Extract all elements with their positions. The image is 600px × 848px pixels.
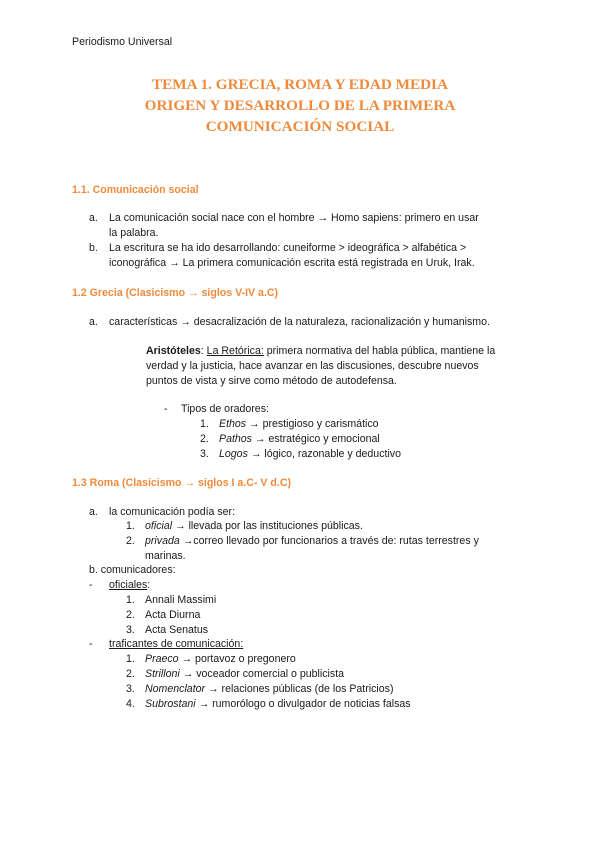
traficante-praeco: Praeco → portavoz o pregonero xyxy=(145,653,296,665)
oficiales-label: oficiales: xyxy=(109,579,151,591)
oradores-label: Tipos de oradores: xyxy=(181,403,269,415)
title-line-3: COMUNICACIÓN SOCIAL xyxy=(205,118,395,135)
comunicacion-privada-line2: marinas. xyxy=(145,550,186,562)
title-line-2: ORIGEN Y DESARROLLO DE LA PRIMERA xyxy=(144,97,456,114)
orador-item-ethos: Ethos → prestigioso y carismático xyxy=(219,418,379,430)
s13-b-text: b. comunicadores: xyxy=(89,564,176,576)
s13-a-text: la comunicación podía ser: xyxy=(109,506,236,518)
list-marker-b: b. xyxy=(89,242,98,254)
comunicacion-oficial: oficial → llevada por las instituciones públicas. xyxy=(145,520,363,532)
s11-a-line1: La comunicación social nace con el hombre → Homo sapiens: primero en usar xyxy=(109,212,479,224)
aristoteles-line3: puntos de vista y sirve como método de autodefensa. xyxy=(146,375,397,387)
traficantes-label: traficantes de comunicación: xyxy=(109,638,244,650)
oradores-num-3: 3. xyxy=(200,448,209,460)
dash-marker: - xyxy=(89,638,93,650)
traficantes-num-2: 2. xyxy=(126,668,135,680)
traficantes-num-1: 1. xyxy=(126,653,135,665)
dash-marker: - xyxy=(164,403,168,415)
oficiales-num-3: 3. xyxy=(126,624,135,636)
oficial-item-3: Acta Senatus xyxy=(145,624,209,636)
section-heading-1-3: 1.3 Roma (Clasicismo → siglos I a.C- V d.C) xyxy=(72,477,291,489)
section-heading-1-1: 1.1. Comunicación social xyxy=(72,184,199,196)
traficantes-num-3: 3. xyxy=(126,683,135,695)
s12-a-text: características → desacralización de la naturaleza, racionalización y humanismo. xyxy=(109,316,490,328)
orador-item-pathos: Pathos → estratégico y emocional xyxy=(219,433,380,445)
oradores-num-1: 1. xyxy=(200,418,209,430)
aristoteles-line1 xyxy=(146,345,495,357)
s11-b-line2: iconográfica → La primera comunicación escrita está registrada en Uruk, Irak. xyxy=(109,257,475,269)
traficante-strilloni: Strilloni → voceador comercial o publicista xyxy=(145,668,345,680)
list-marker-a: a. xyxy=(89,316,98,328)
aristoteles-line2: verdad y la justicia, hace avanzar en las discusiones, descubre nuevos xyxy=(146,360,479,372)
oficiales-num-1: 1. xyxy=(126,594,135,606)
aristoteles-name: Aristóteles xyxy=(146,345,201,357)
aristoteles-line1-rest: primera normativa del habla pública, mantiene la xyxy=(263,345,496,357)
list-marker-a: a. xyxy=(89,212,98,224)
s11-b-line1: La escritura se ha ido desarrollando: cuneiforme > ideográfica > alfabética > xyxy=(109,242,467,254)
oradores-num-2: 2. xyxy=(200,433,209,445)
roma-num-2: 2. xyxy=(126,535,135,547)
dash-marker: - xyxy=(89,579,93,591)
aristoteles-colon: : xyxy=(200,345,204,357)
orador-item-logos: Logos → lógico, razonable y deductivo xyxy=(219,448,401,460)
section-heading-1-2: 1.2 Grecia (Clasicismo → siglos V-IV a.C) xyxy=(72,287,279,299)
traficante-subrostani: Subrostani → rumorólogo o divulgador de noticias falsas xyxy=(145,698,411,710)
document-header: Periodismo Universal xyxy=(72,36,173,48)
traficante-nomenclator: Nomenclator → relaciones públicas (de los Patricios) xyxy=(145,683,394,695)
comunicacion-privada: privada →correo llevado por funcionarios a través de: rutas terrestres y xyxy=(145,535,479,547)
la-retorica: La Retórica: xyxy=(206,345,264,357)
list-marker-a: a. xyxy=(89,506,98,518)
oficiales-num-2: 2. xyxy=(126,609,135,621)
roma-num-1: 1. xyxy=(126,520,135,532)
title-line-1: TEMA 1. GRECIA, ROMA Y EDAD MEDIA xyxy=(152,76,448,93)
traficantes-num-4: 4. xyxy=(126,698,135,710)
oficial-item-1: Annali Massimi xyxy=(145,594,217,606)
oficial-item-2: Acta Diurna xyxy=(145,609,201,621)
s11-a-line2: la palabra. xyxy=(109,227,159,239)
